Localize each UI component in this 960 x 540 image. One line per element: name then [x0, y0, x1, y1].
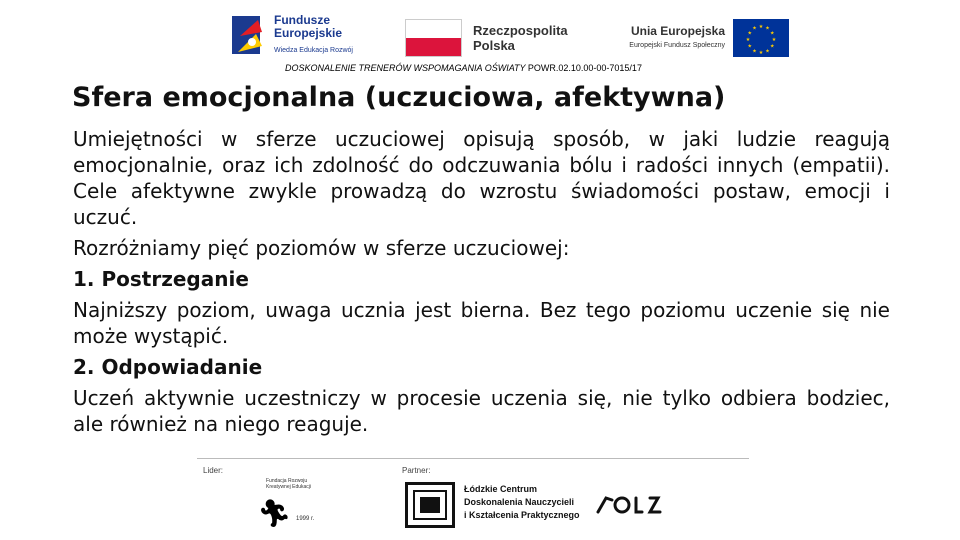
svg-text:★: ★ [765, 48, 770, 55]
svg-text:★: ★ [770, 30, 775, 37]
project-caption-italic: DOSKONALENIE TRENERÓW WSPOMAGANIA OŚWIATY [285, 63, 528, 73]
rzeczpospolita-polska-text [473, 23, 568, 53]
svg-text:★: ★ [747, 30, 752, 37]
fundusze-europejskie-text [274, 14, 342, 40]
svg-text:★: ★ [758, 24, 764, 30]
partner-line2: Doskonalenia Nauczycieli [464, 497, 575, 507]
svg-text:★: ★ [752, 48, 757, 55]
paragraph-intro: Umiejętności w sferze uczuciowej opisują sposób, w jaki ludzie reagują emocjonalnie, oraz ich zdolność do odczuwania bólu i radości innych (empatii). Cele afektywne zwykle prowadzą do wzrostu świadomości postaw, emocji i uczuć. [73, 127, 890, 229]
project-code: POWR.02.10.00-00-7015/17 [527, 63, 642, 73]
lider-org-name: Fundacja Rozwoju Kreatywnej Edukacji [266, 478, 312, 490]
slide-body [73, 126, 890, 437]
partner-line1: Łódzkie Centrum [464, 484, 538, 494]
footer-divider [197, 458, 749, 459]
fundusze-line1: Fundusze [274, 13, 330, 27]
svg-text:★: ★ [770, 43, 775, 50]
svg-text:★: ★ [747, 43, 752, 50]
ue-title: Unia Europejska [630, 24, 725, 38]
paragraph-levels-intro: Rozróżniamy pięć poziomów w sferze uczuciowej: [73, 236, 570, 260]
level1-text: Najniższy poziom, uwaga ucznia jest bierna. Bez tego poziomu uczenie się nie może wystąpić. [73, 298, 890, 348]
fundusze-program-name: Wiedza Edukacja Rozwój [274, 47, 353, 54]
project-caption [285, 63, 642, 73]
lider-label: Lider: [203, 466, 224, 475]
partner-line3: i Kształcenia Praktycznego [464, 510, 580, 520]
lodz-city-logo-icon [592, 490, 672, 520]
logo-bar [0, 0, 960, 73]
partner-label: Partner: [402, 466, 431, 475]
fundusze-europejskie-mark-icon [232, 12, 272, 58]
eu-flag-icon [733, 19, 789, 57]
partner-org-name [464, 483, 580, 522]
unia-europejska-text [600, 24, 725, 49]
fundusze-line2: Europejskie [274, 26, 343, 40]
runner-icon: 🏃︎ [258, 498, 292, 528]
rp-line1: Rzeczpospolita [473, 23, 568, 38]
partner-square-logo-icon [405, 482, 455, 528]
svg-text:★: ★ [752, 25, 757, 32]
lider-year: 1999 r. [296, 516, 315, 522]
level2-heading: 2. Odpowiadanie [73, 355, 263, 379]
ue-subtitle: Europejski Fundusz Społeczny [629, 42, 725, 49]
lider-logo [256, 478, 326, 528]
poland-flag-icon [405, 19, 462, 57]
fundusze-europejskie-logo [232, 12, 372, 58]
level1-heading: 1. Postrzeganie [73, 267, 249, 291]
level2-text: Uczeń aktywnie uczestniczy w procesie uczenia się, nie tylko odbiera bodziec, ale również na niego reaguje. [73, 386, 890, 436]
rp-line2: Polska [473, 38, 515, 53]
svg-text:★: ★ [765, 25, 770, 32]
slide-title: Sfera emocjonalna (uczuciowa, afektywna) [72, 82, 726, 113]
svg-text:★: ★ [771, 37, 777, 43]
svg-text:★: ★ [758, 50, 764, 56]
svg-text:★: ★ [745, 37, 751, 43]
